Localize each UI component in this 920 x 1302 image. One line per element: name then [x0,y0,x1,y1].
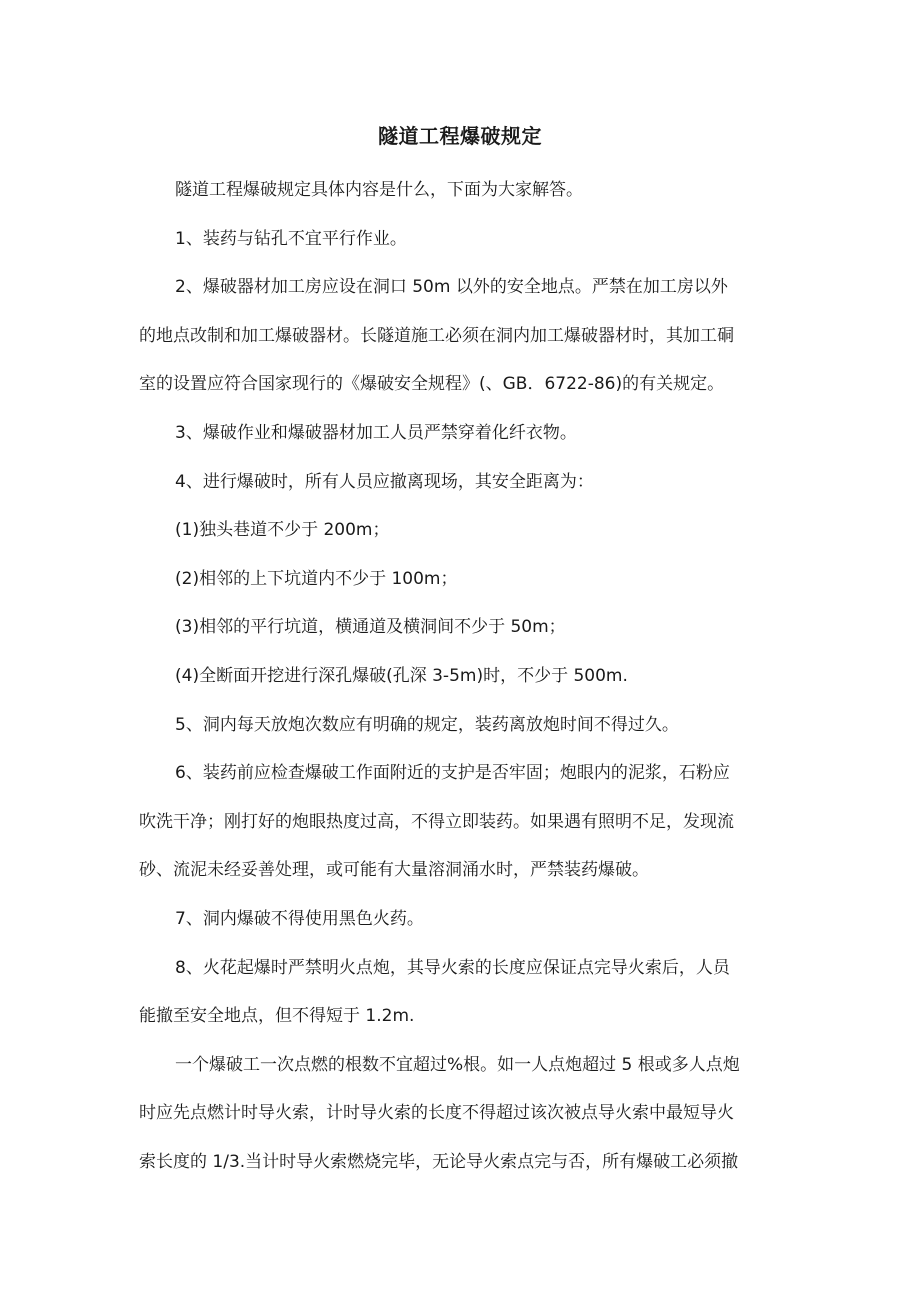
document-body [139,166,787,1186]
paragraph-line: 时应先点燃计时导火索，计时导火索的长度不得超过该次被点导火索中最短导火 [139,1103,734,1124]
paragraph-line: 一个爆破工一次点燃的根数不宜超过%根。如一人点炮超过 5 根或多人点炮 [175,1054,740,1075]
paragraph-line: 3、爆破作业和爆破器材加工人员严禁穿着化纤衣物。 [175,422,577,443]
paragraph-line: 的地点改制和加工爆破器材。长隧道施工必须在洞内加工爆破器材时，其加工硐 [139,325,734,346]
list-item: (3)相邻的平行坑道，横通道及横洞间不少于 50m； [175,617,566,638]
list-item: (4)全断面开挖进行深孔爆破(孔深 3-5m)时，不少于 500m. [175,665,628,686]
paragraph-line: 1、装药与钻孔不宜平行作业。 [175,228,407,249]
paragraph-line: 索长度的 1/3.当计时导火索燃烧完毕，无论导火索点完与否，所有爆破工必须撤 [139,1151,739,1172]
paragraph-line: 室的设置应符合国家现行的《爆破安全规程》(、GB．6722-86)的有关规定。 [139,374,725,395]
list-item: (2)相邻的上下坑道内不少于 100m； [175,568,458,589]
paragraph-line: 5、洞内每天放炮次数应有明确的规定，装药离放炮时间不得过久。 [175,714,679,735]
paragraph-line: 隧道工程爆破规定具体内容是什么，下面为大家解答。 [175,180,583,200]
list-item: (1)独头巷道不少于 200m； [175,520,390,541]
paragraph-line: 4、进行爆破时，所有人员应撤离现场，其安全距离为： [175,471,594,492]
paragraph-line: 砂、流泥未经妥善处理，或可能有大量溶洞涌水时，严禁装药爆破。 [139,860,649,881]
document-title: 隧道工程爆破规定 [378,124,542,148]
paragraph-line: 能撤至安全地点，但不得短于 1.2m. [139,1006,415,1027]
paragraph-line: 吹洗干净；刚打好的炮眼热度过高，不得立即装药。如果遇有照明不足，发现流 [139,811,734,832]
paragraph-line: 7、洞内爆破不得使用黑色火药。 [175,908,424,929]
paragraph-line: 6、装药前应检查爆破工作面附近的支护是否牢固；炮眼内的泥浆，石粉应 [175,763,730,784]
paragraph-line: 8、火花起爆时严禁明火点炮，其导火索的长度应保证点完导火索后，人员 [175,957,730,978]
paragraph-line: 2、爆破器材加工房应设在洞口 50m 以外的安全地点。严禁在加工房以外 [175,277,728,298]
